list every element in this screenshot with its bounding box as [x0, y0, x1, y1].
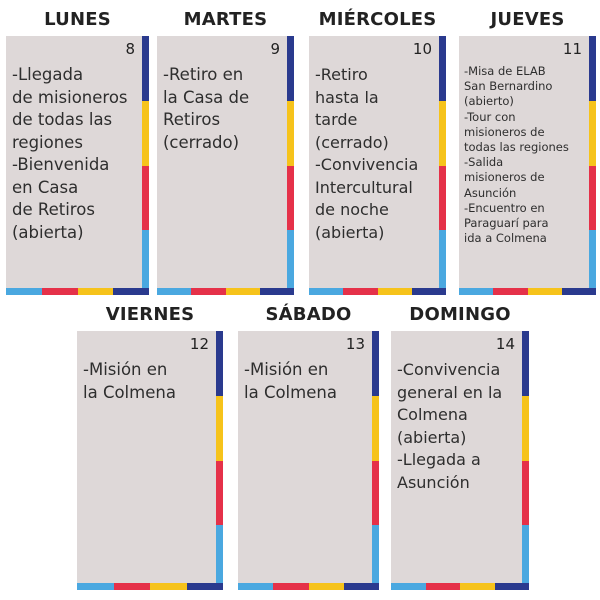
day-number: 8	[125, 40, 135, 58]
event-list	[464, 64, 586, 246]
event-item: -Misa de ELAB San Bernardino (abierto)	[464, 64, 553, 109]
day-viernes	[77, 303, 223, 590]
event-list	[315, 64, 436, 244]
event-item: -Bienvenida en Casa de Retiros (abierta)	[12, 155, 110, 242]
event-item: -Retiro en la Casa de Retiros (cerrado)	[163, 65, 250, 152]
event-item: -Salida misioneros de Asunción	[464, 155, 545, 200]
day-name: JUEVES	[490, 9, 565, 30]
day-sabado	[238, 303, 379, 590]
bottom-color-stripe	[309, 288, 446, 295]
event-item: -Convivencia general en la Colmena (abierta)	[397, 360, 503, 447]
event-list	[83, 359, 213, 404]
side-color-stripe	[372, 331, 379, 590]
day-miercoles	[309, 8, 446, 295]
day-number: 9	[270, 40, 280, 58]
day-name: VIERNES	[105, 304, 195, 325]
side-color-stripe	[142, 36, 149, 295]
day-card	[157, 36, 294, 295]
day-martes	[157, 8, 294, 295]
bottom-color-stripe	[238, 583, 379, 590]
side-color-stripe	[522, 331, 529, 590]
day-card	[391, 331, 529, 590]
day-name: DOMINGO	[409, 304, 511, 325]
day-card	[77, 331, 223, 590]
event-item: -Retiro hasta la tarde (cerrado)	[315, 65, 389, 152]
day-name: MARTES	[183, 9, 268, 30]
event-item: -Misión en la Colmena	[244, 360, 337, 402]
event-item: -Llegada a Asunción	[397, 450, 481, 492]
day-jueves	[459, 8, 596, 295]
day-number: 11	[562, 40, 582, 58]
event-item: -Llegada de misioneros de todas las regiones	[12, 65, 128, 152]
bottom-color-stripe	[391, 583, 529, 590]
side-color-stripe	[439, 36, 446, 295]
day-name: LUNES	[44, 9, 111, 30]
bottom-color-stripe	[157, 288, 294, 295]
event-list	[397, 359, 519, 494]
event-item: -Misión en la Colmena	[83, 360, 176, 402]
event-list	[163, 64, 284, 154]
side-color-stripe	[287, 36, 294, 295]
day-card	[459, 36, 596, 295]
day-card	[309, 36, 446, 295]
day-card	[238, 331, 379, 590]
side-color-stripe	[216, 331, 223, 590]
day-name: SÁBADO	[265, 304, 352, 325]
bottom-color-stripe	[77, 583, 223, 590]
event-item: -Convivencia Intercultural de noche (abierta)	[315, 155, 419, 242]
day-number: 13	[345, 335, 365, 353]
day-name: MIÉRCOLES	[318, 9, 437, 30]
event-list	[244, 359, 369, 404]
day-domingo	[391, 303, 529, 590]
bottom-color-stripe	[459, 288, 596, 295]
event-list	[12, 64, 139, 244]
day-lunes	[6, 8, 149, 295]
day-card	[6, 36, 149, 295]
bottom-color-stripe	[6, 288, 149, 295]
side-color-stripe	[589, 36, 596, 295]
day-number: 14	[495, 335, 515, 353]
event-item: -Tour con misioneros de todas las regiones	[464, 109, 569, 155]
day-number: 12	[189, 335, 209, 353]
event-item: -Encuentro en Paraguarí para ida a Colmena	[464, 200, 549, 246]
day-number: 10	[412, 40, 432, 58]
